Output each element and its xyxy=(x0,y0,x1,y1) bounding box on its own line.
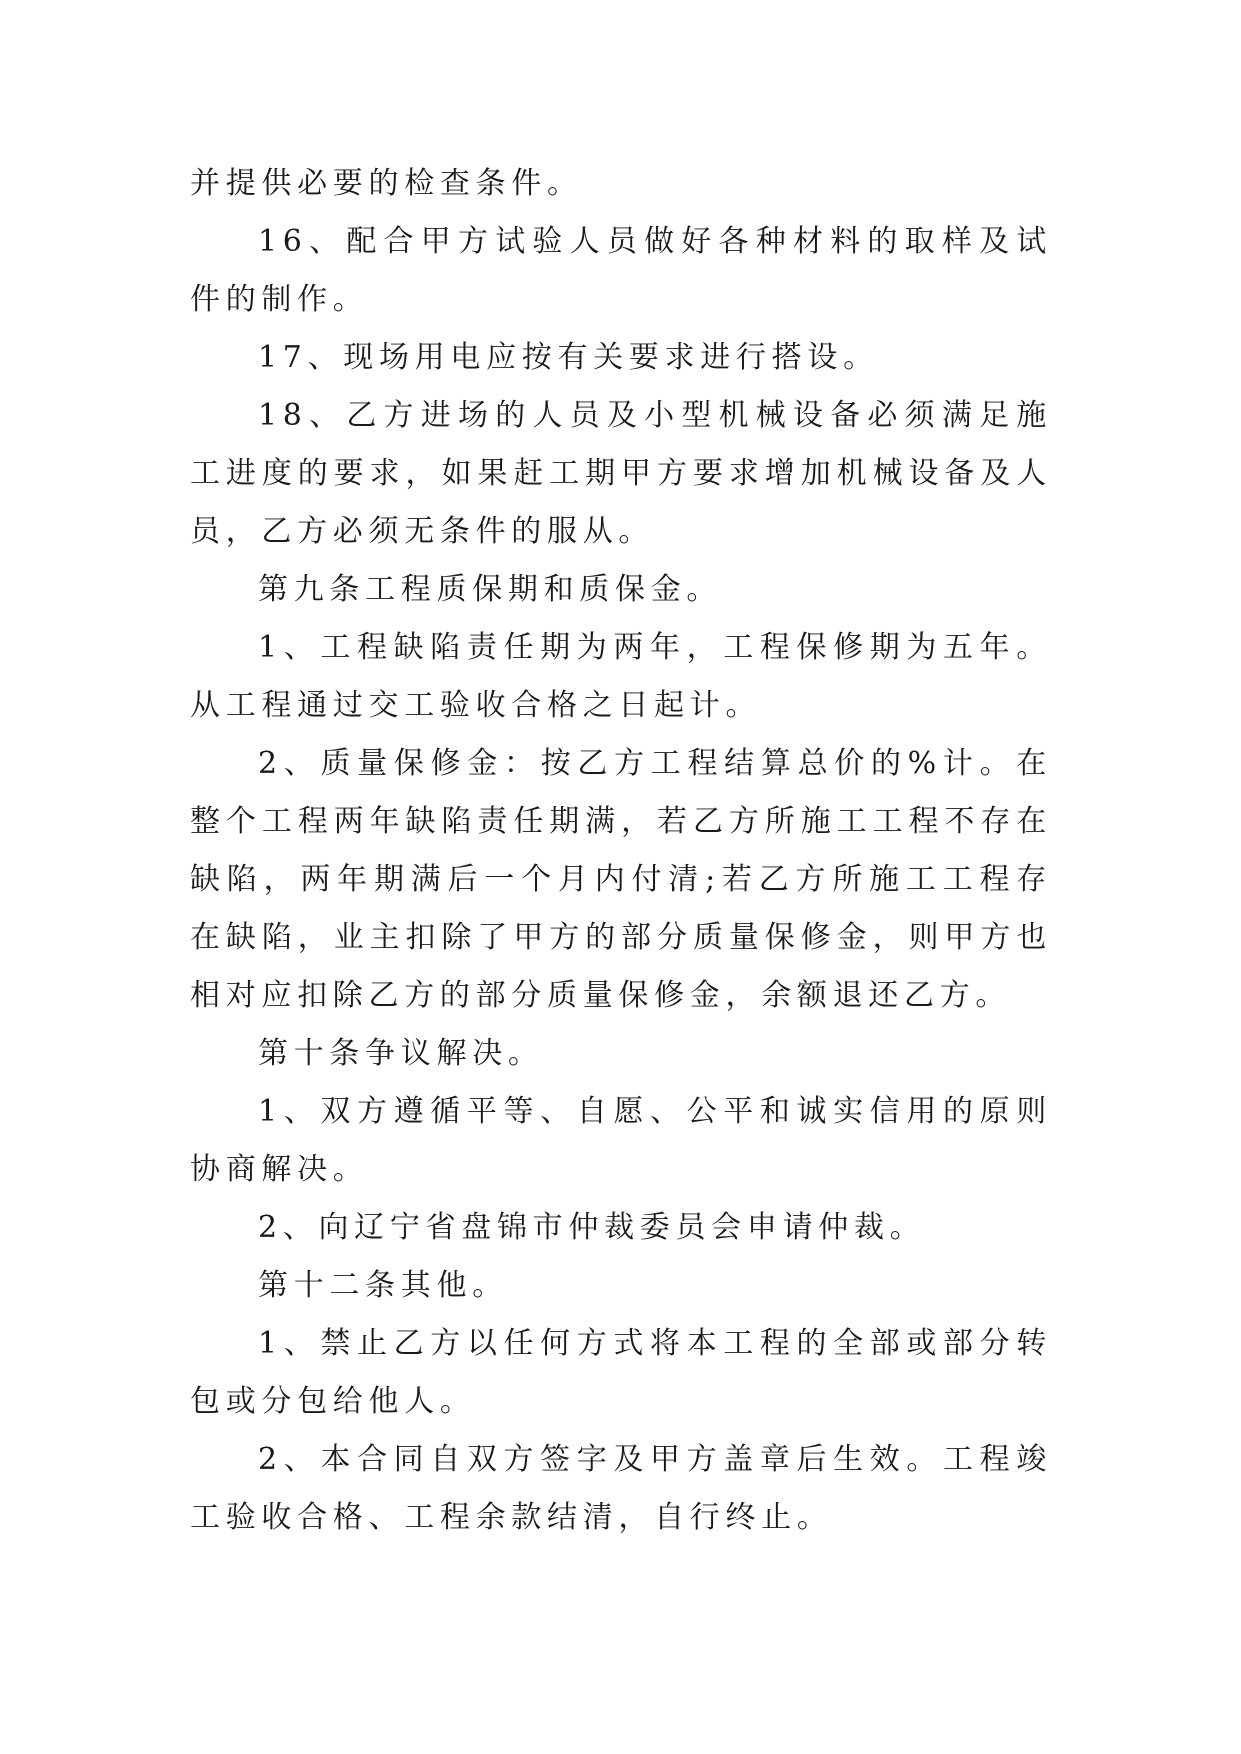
paragraph-article-9-item-1: 1、工程缺陷责任期为两年，工程保修期为五年。从工程通过交工验收合格之日起计。 xyxy=(190,630,1052,723)
paragraph-article-10-item-2: 2、向辽宁省盘锦市仲裁委员会申请仲裁。 xyxy=(258,1210,926,1245)
paragraph-article-12-item-1: 1、禁止乙方以任何方式将本工程的全部或部分转包或分包给他人。 xyxy=(190,1326,1052,1419)
section-heading-article-10: 第十条争议解决。 xyxy=(258,1036,544,1071)
contract-text-body xyxy=(190,155,1052,1547)
paragraph-article-10-item-1: 1、双方遵循平等、自愿、公平和诚实信用的原则协商解决。 xyxy=(190,1094,1052,1187)
paragraph-article-12-item-2: 2、本合同自双方签字及甲方盖章后生效。工程竣工验收合格、工程余款结清，自行终止。 xyxy=(190,1442,1052,1535)
paragraph-item-18: 18、乙方进场的人员及小型机械设备必须满足施工进度的要求，如果赶工期甲方要求增加机械设备及人员，乙方必须无条件的服从。 xyxy=(190,398,1052,549)
paragraph-continuation: 并提供必要的检查条件。 xyxy=(190,166,583,201)
paragraph-item-16: 16、配合甲方试验人员做好各种材料的取样及试件的制作。 xyxy=(190,224,1052,317)
section-heading-article-12: 第十二条其他。 xyxy=(258,1268,508,1303)
paragraph-article-9-item-2: 2、质量保修金：按乙方工程结算总价的%计。在整个工程两年缺陷责任期满，若乙方所施工工程不存在缺陷，两年期满后一个月内付清;若乙方所施工工程存在缺陷，业主扣除了甲方的部分质量保修金，则甲方也相对应扣除乙方的部分质量保修金，余额退还乙方。 xyxy=(190,746,1052,1013)
paragraph-item-17: 17、现场用电应按有关要求进行搭设。 xyxy=(258,340,879,375)
section-heading-article-9: 第九条工程质保期和质保金。 xyxy=(258,572,723,607)
